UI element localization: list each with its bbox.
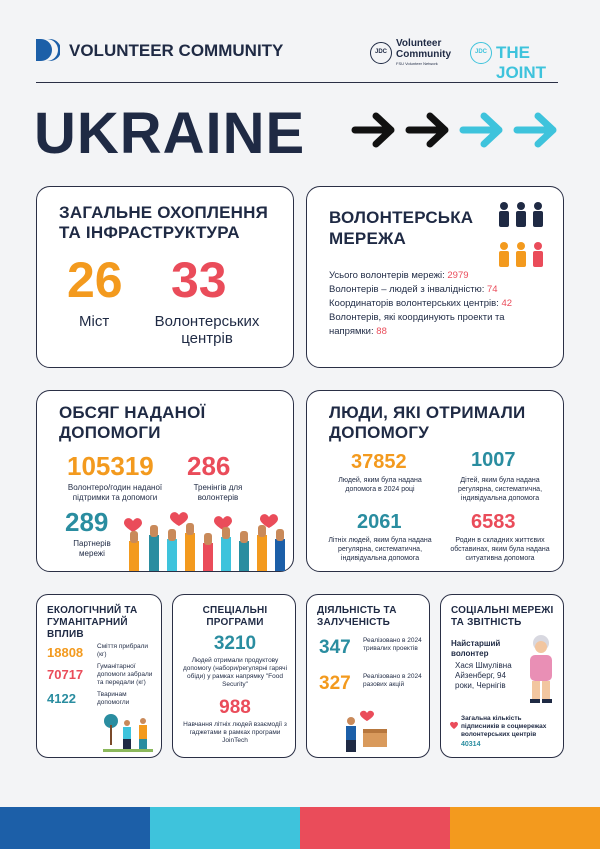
social-heading: СОЦІАЛЬНІ МЕРЕЖІ ТА ЗВІТНІСТЬ xyxy=(451,605,554,628)
oldest-volunteer-label: Найстарший волонтер xyxy=(451,639,501,658)
partner1-line1: Volunteer xyxy=(396,38,442,49)
activity-label-2: Реалізовано в 2024 разових акцій xyxy=(363,673,422,688)
arrow-right-icon xyxy=(355,116,391,144)
people-helped-card xyxy=(306,390,564,572)
network-card xyxy=(306,186,564,368)
header-divider xyxy=(36,82,558,83)
raised-hands-hearts-illustration xyxy=(121,509,293,571)
network-row-value: 88 xyxy=(376,326,387,337)
followers-label: Загальна кількість підписників в соцмережах волонтерських центрів xyxy=(461,715,547,738)
people-stat-3-value: 2061 xyxy=(357,511,402,533)
brand-logo-icon xyxy=(36,39,60,61)
eco-card xyxy=(36,594,162,758)
network-heading: ВОЛОНТЕРСЬКА МЕРЕЖА xyxy=(329,208,474,248)
arrow-right-icon xyxy=(463,116,499,144)
people-stat-2-value: 1007 xyxy=(471,449,516,471)
eco-value-2: 70717 xyxy=(47,667,84,682)
network-row xyxy=(329,311,551,339)
programs-label-1: Людей отримали продуктову допомогу (набори/регулярні гарячі обіди) у рамках напрямку "Food Security" xyxy=(182,657,288,689)
eco-label-3: Тваринам допомогли xyxy=(97,691,130,706)
people-stat-2-label: Дітей, яким була надана регулярна, систематична, індивідуальна допомога xyxy=(457,477,543,502)
eco-label-1: Сміття прибрали (кг) xyxy=(97,643,149,658)
partners-value: 289 xyxy=(65,507,109,537)
network-row xyxy=(329,297,551,311)
partner-volunteer-community-logo xyxy=(370,36,460,68)
trainings-label: Тренінгів для волонтерів xyxy=(193,483,243,502)
network-row-value: 74 xyxy=(487,284,498,295)
people-stat-1-value: 37852 xyxy=(351,451,407,473)
jdc-emblem-text: JDC xyxy=(474,49,487,55)
eco-label-2: Гуманітарної допомоги забрали та передали (кг) xyxy=(97,663,153,686)
volunteer-with-box-illustration xyxy=(337,707,397,753)
help-volume-card xyxy=(36,390,294,572)
coverage-heading: ЗАГАЛЬНЕ ОХОПЛЕННЯ ТА ІНФРАСТРУКТУРА xyxy=(59,203,269,242)
footer-bar-red xyxy=(300,807,450,849)
activity-card xyxy=(306,594,430,758)
people-stat-4-label: Родин в складних життєвих обставинах, яким була надана ситуативна допомога xyxy=(450,537,550,562)
activity-value-2: 327 xyxy=(319,673,351,694)
centers-label: Волонтерських центрів xyxy=(154,313,260,347)
coverage-card xyxy=(36,186,294,368)
partner1-sub: FSU Volunteer Network xyxy=(396,61,438,66)
arrows-decoration xyxy=(350,108,560,152)
footer-bar-sky xyxy=(150,807,300,849)
jdc-emblem-text: JDC xyxy=(374,49,387,55)
network-row xyxy=(329,269,551,283)
followers-heart-icon xyxy=(449,717,459,727)
brand-name: VOLUNTEER COMMUNITY xyxy=(69,41,284,60)
planting-people-illustration xyxy=(101,713,155,753)
eco-heading: ЕКОЛОГІЧНИЙ ТА ГУМАНІТАРНИЙ ВПЛИВ xyxy=(47,605,138,640)
programs-card xyxy=(172,594,296,758)
programs-label-2: Навчання літніх людей взаємодії з гаджетами в рамках програми JoinTech xyxy=(183,721,287,745)
partners-label: Партнерів мережі xyxy=(73,539,111,558)
arrow-right-icon xyxy=(409,116,445,144)
help-volume-heading: ОБСЯГ НАДАНОЇ ДОПОМОГИ xyxy=(59,403,206,442)
volunteer-people-icon xyxy=(497,201,545,277)
elderly-volunteer-illustration xyxy=(521,633,561,707)
people-stat-3-label: Літніх людей, яким була надана регулярна, систематична, індивідуальна допомога xyxy=(328,537,432,562)
social-card xyxy=(440,594,564,758)
jdc-emblem-icon xyxy=(370,42,392,64)
jdc-emblem-icon xyxy=(470,42,492,64)
followers-value: 40314 xyxy=(461,741,481,748)
activity-label-1: Реалізовано в 2024 тривалих проектів xyxy=(363,637,422,652)
partner2-name: THE JOINT xyxy=(496,43,547,82)
hours-value: 105319 xyxy=(67,451,154,481)
programs-value-1: 3210 xyxy=(213,633,257,654)
network-row-value: 42 xyxy=(501,298,513,309)
activity-value-1: 347 xyxy=(319,637,351,658)
network-rows xyxy=(329,269,551,339)
activity-heading: ДІЯЛЬНІСТЬ ТА ЗАЛУЧЕНІСТЬ xyxy=(317,605,397,628)
network-row-label: Усього волонтерів мережі: xyxy=(329,270,445,281)
partner1-line2: Community xyxy=(396,49,451,60)
partner-the-joint-logo xyxy=(470,40,562,82)
oldest-volunteer-desc: Хася Шмулівна Айзенберг, 94 роки, Чернігів xyxy=(455,661,512,690)
hours-label: Волонтеро/годин наданої підтримки та допомоги xyxy=(67,483,163,502)
eco-value-3: 4122 xyxy=(47,691,76,706)
arrow-right-icon xyxy=(517,116,553,144)
network-row-label: Волонтерів, які координують проекти та напрямки: xyxy=(329,312,505,337)
network-row xyxy=(329,283,551,297)
page-title: UKRAINE xyxy=(34,101,306,166)
network-row-label: Волонтерів – людей з інвалідністю: xyxy=(329,284,485,295)
cities-value: 26 xyxy=(67,252,123,308)
people-stat-4-value: 6583 xyxy=(471,511,516,533)
cities-label: Міст xyxy=(79,313,110,330)
centers-value: 33 xyxy=(171,252,227,308)
people-heading: ЛЮДИ, ЯКІ ОТРИМАЛИ ДОПОМОГУ xyxy=(329,403,526,442)
people-stat-1-label: Людей, яким була надана допомога в 2024 році xyxy=(338,477,422,493)
network-row-label: Координаторів волонтерських центрів: xyxy=(329,298,499,309)
trainings-value: 286 xyxy=(187,451,231,481)
footer-bar-blue xyxy=(0,807,150,849)
footer-bar-orange xyxy=(450,807,600,849)
programs-value-2: 988 xyxy=(219,697,251,718)
network-row-value: 2979 xyxy=(447,270,469,281)
eco-value-1: 18808 xyxy=(47,645,84,660)
programs-heading: СПЕЦІАЛЬНІ ПРОГРАМИ xyxy=(202,605,268,628)
